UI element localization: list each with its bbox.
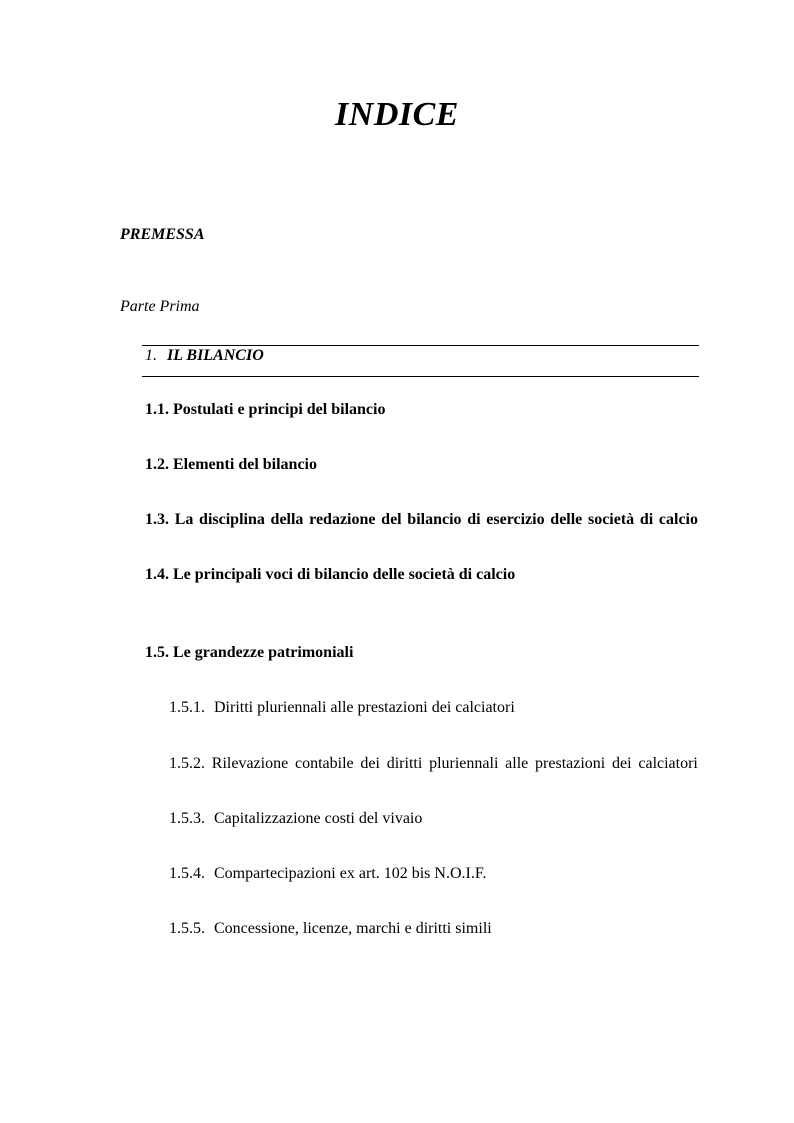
toc-subsection-1-5-3 [169,810,422,828]
subsection-word: contabile [294,755,354,772]
toc-section-1-3: 1.3. La disciplina della redazione del bilancio di esercizio delle società di calcio [145,511,698,528]
subsection-title: Capitalizzazione costi del vivaio [214,810,423,827]
subsection-number: 1.5.5. [169,920,205,937]
subsection-word: alle [505,755,529,772]
subsection-title: Diritti pluriennali alle prestazioni dei calciatori [214,699,515,716]
toc-section-1-5: 1.5. Le grandezze patrimoniali [145,644,354,661]
subsection-number: 1.5.4. [169,865,205,882]
toc-section-1-1: 1.1. Postulati e principi del bilancio [145,401,386,418]
toc-subsection-1-5-5 [169,920,492,938]
subsection-word: calciatori [638,755,698,772]
toc-section-1-2: 1.2. Elementi del bilancio [145,456,317,473]
subsection-number: 1.5.1. [169,699,205,716]
subsection-word: diritti [386,755,423,772]
subsection-number: 1.5.2. [169,755,205,772]
toc-section-1-4: 1.4. Le principali voci di bilancio delle società di calcio [145,566,516,583]
subsection-word: dei [612,755,632,772]
chapter-number: 1. [145,347,157,364]
toc-premessa: PREMESSA [120,226,205,243]
toc-subsection-1-5-2 [169,755,698,773]
subsection-title: Concessione, licenze, marchi e diritti simili [214,920,492,937]
subsection-word: dei [360,755,380,772]
subsection-word: Rilevazione [211,755,289,772]
chapter-bottom-rule [142,376,699,377]
subsection-word: pluriennali [429,755,499,772]
toc-subsection-1-5-4 [169,865,486,883]
subsection-number: 1.5.3. [169,810,205,827]
toc-subsection-1-5-1 [169,699,515,717]
subsection-word: prestazioni [535,755,606,772]
part-heading: Parte Prima [120,298,200,315]
subsection-title: Compartecipazioni ex art. 102 bis N.O.I.F. [214,865,487,882]
page-title: INDICE [335,96,459,133]
chapter-title: IL BILANCIO [167,347,264,364]
chapter-heading [145,347,264,365]
chapter-top-rule [142,345,699,346]
